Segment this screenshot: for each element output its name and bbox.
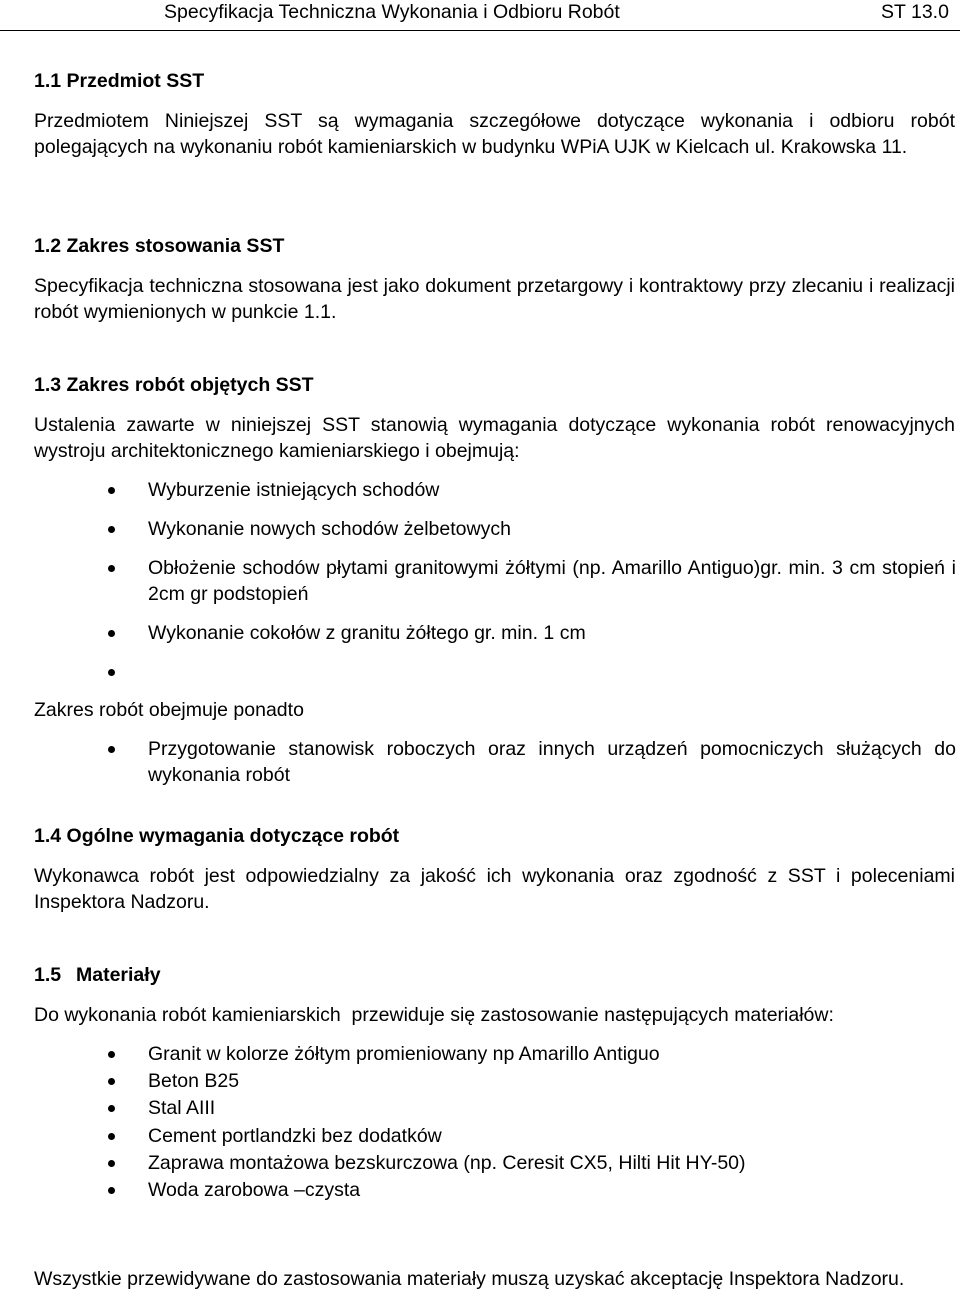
list-item: Zaprawa montażowa bezskurczowa (np. Ceresit CX5, Hilti Hit HY-50) [108, 1150, 956, 1176]
list-item: Wykonanie nowych schodów żelbetowych [108, 516, 956, 542]
section-1-4-text: Wykonawca robót jest odpowiedzialny za jakość ich wykonania oraz zgodność z SST i poleceniami Inspektora Nadzoru. [34, 865, 955, 913]
list-item: Obłożenie schodów płytami granitowymi żółtymi (np. Amarillo Antiguo)gr. min. 3 cm stopień i 2cm gr podstopień [108, 555, 956, 607]
bullet-icon [108, 669, 115, 676]
page-header [0, 0, 960, 30]
bullet-icon [108, 630, 115, 637]
list-item: Granit w kolorze żółtym promieniowany np Amarillo Antiguo [108, 1041, 956, 1067]
bullet-icon [108, 1133, 115, 1140]
section-1-5-intro: Do wykonania robót kamieniarskich przewiduje się zastosowanie następujących materiałów: [34, 1004, 834, 1026]
bullet-icon [108, 1051, 115, 1058]
document-code: ST 13.0 [881, 1, 949, 23]
section-1-1-heading: 1.1 Przedmiot SST [34, 70, 205, 92]
bullet-icon [108, 1078, 115, 1085]
list-item: Stal AIII [108, 1095, 956, 1121]
section-1-5-number: 1.5 [34, 964, 62, 986]
list-item: Przygotowanie stanowisk roboczych oraz innych urządzeń pomocniczych służących do wykonania robót [108, 736, 956, 788]
bullet-icon [108, 746, 115, 753]
bullet-icon [108, 1187, 115, 1194]
list-item: Wykonanie cokołów z granitu żółtego gr. min. 1 cm [108, 620, 956, 646]
section-1-5-title: Materiały [76, 964, 161, 986]
bullet-icon [108, 487, 115, 494]
section-1-3-extra-label: Zakres robót obejmuje ponadto [34, 699, 304, 721]
section-1-1-text: Przedmiotem Niniejszej SST są wymagania szczegółowe dotyczące wykonania i odbioru robót polegających na wykonaniu robót kamieniarskich w budynku WPiA UJK w Kielcach ul. Krakowska 11. [34, 110, 955, 158]
section-1-2-heading: 1.2 Zakres stosowania SST [34, 235, 285, 257]
section-1-3-text: Ustalenia zawarte w niniejszej SST stanowią wymagania dotyczące wykonania robót renowacyjnych wystroju architektonicznego kamieniarskiego i obejmują: [34, 414, 955, 462]
section-1-4-heading: 1.4 Ogólne wymagania dotyczące robót [34, 825, 400, 847]
section-1-5-closing: Wszystkie przewidywane do zastosowania materiały muszą uzyskać akceptację Inspektora Nadzoru. [34, 1268, 905, 1290]
header-divider [0, 30, 960, 31]
list-item: Beton B25 [108, 1068, 956, 1094]
list-item: Cement portlandzki bez dodatków [108, 1123, 956, 1149]
list-item: Wyburzenie istniejących schodów [108, 477, 956, 503]
document-title: Specyfikacja Techniczna Wykonania i Odbioru Robót [164, 1, 620, 23]
section-1-2-text: Specyfikacja techniczna stosowana jest jako dokument przetargowy i kontraktowy przy zlecaniu i realizacji robót wymienionych w punkcie 1.1. [34, 275, 955, 323]
bullet-icon [108, 1105, 115, 1112]
bullet-icon [108, 565, 115, 572]
section-1-3-heading: 1.3 Zakres robót objętych SST [34, 374, 314, 396]
bullet-icon [108, 526, 115, 533]
bullet-icon [108, 1160, 115, 1167]
list-item: Woda zarobowa –czysta [108, 1177, 956, 1203]
